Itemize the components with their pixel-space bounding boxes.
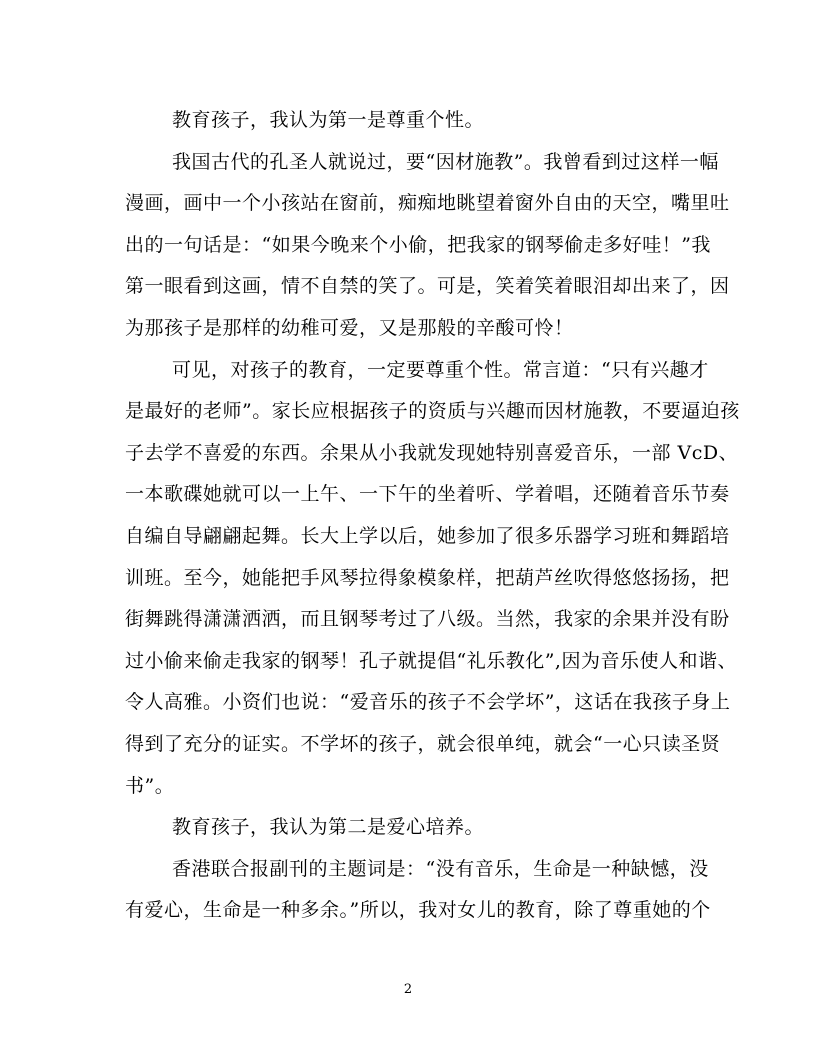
text-line: 为那孩子是那样的幼稚可爱，又是那般的辛酸可怜！ bbox=[125, 316, 574, 339]
text-line: 可见，对孩子的教育，一定要尊重个性。常言道：“只有兴趣才 bbox=[172, 358, 709, 381]
text-line: 第一眼看到这画，情不自禁的笑了。可是，笑着笑着眼泪却出来了，因 bbox=[125, 275, 730, 298]
body-text bbox=[125, 100, 740, 932]
text-line: 教育孩子，我认为第一是尊重个性。 bbox=[172, 109, 485, 131]
text-line: 漫画，画中一个小孩站在窗前，痴痴地眺望着窗外自由的天空，嘴里吐 bbox=[125, 192, 730, 215]
text-line: 有爱心，生命是一种多余。”所以，我对女儿的教育，除了尊重她的个 bbox=[125, 899, 711, 922]
text-line: 令人高雅。小资们也说：“爱音乐的孩子不会学坏”，这话在我孩子身上 bbox=[125, 691, 731, 714]
text-line: 一本歌碟她就可以一上午、一下午的坐着听、学着唱，还随着音乐节奏 bbox=[125, 483, 730, 506]
text-line: 过小偷来偷走我家的钢琴！孔子就提倡“礼乐教化”,因为音乐使人和谐、 bbox=[125, 649, 737, 672]
text-line: 训班。至今，她能把手风琴拉得象模象样，把葫芦丝吹得悠悠扬扬，把 bbox=[125, 566, 730, 589]
text-line: 香港联合报副刊的主题词是：“没有音乐，生命是一种缺憾，没 bbox=[172, 857, 709, 880]
text-line: 街舞跳得潇潇洒洒，而且钢琴考过了八级。当然，我家的余果并没有盼 bbox=[125, 608, 730, 631]
text-line: 是最好的老师”。家长应根据孩子的资质与兴趣而因材施教，不要逼迫孩 bbox=[125, 400, 740, 423]
text-line: 出的一句话是：“如果今晚来个小偷，把我家的钢琴偷走多好哇！”我 bbox=[125, 233, 711, 256]
text-line: 自编自导翩翩起舞。长大上学以后，她参加了很多乐器学习班和舞蹈培 bbox=[125, 524, 730, 547]
text-line: 得到了充分的证实。不学坏的孩子，就会很单纯，就会“一心只读圣贤 bbox=[125, 732, 721, 755]
page-number: 2 bbox=[403, 982, 413, 997]
text-line: 教育孩子，我认为第二是爱心培养。 bbox=[172, 816, 485, 839]
text-line: 书”。 bbox=[125, 774, 175, 797]
text-line: 我国古代的孔圣人就说过，要“因材施教”。我曾看到过这样一幅 bbox=[172, 150, 719, 173]
text-line: 子去学不喜爱的东西。余果从小我就发现她特别喜爱音乐，一部 VcD、 bbox=[125, 441, 739, 464]
